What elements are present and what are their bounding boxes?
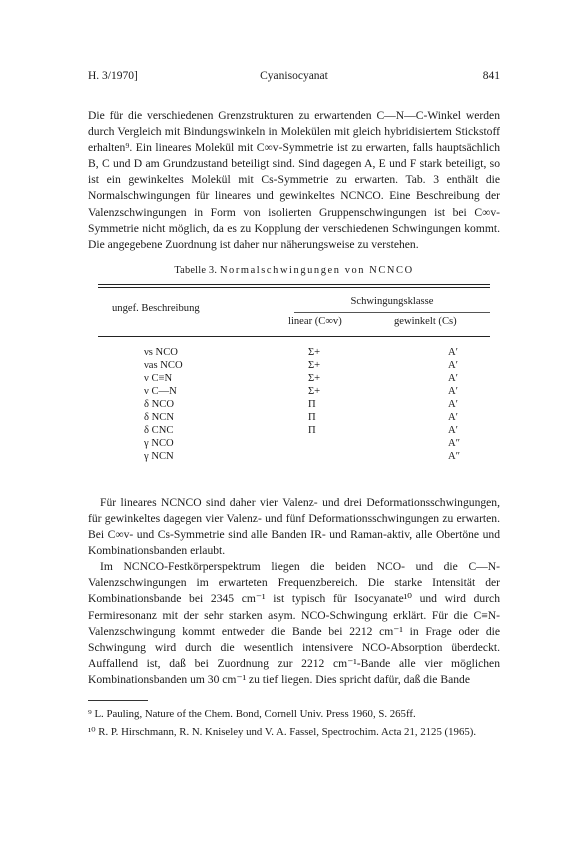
table-caption xyxy=(88,265,500,276)
row-bent: A′ xyxy=(448,385,458,397)
table-caption-prefix: Tabelle 3. xyxy=(174,264,218,276)
row-description: νas NCO xyxy=(144,359,183,371)
row-linear: Π xyxy=(308,411,316,423)
table-row xyxy=(98,412,490,424)
table-header xyxy=(98,288,490,336)
table-row xyxy=(98,347,490,359)
row-description: νs NCO xyxy=(144,346,178,358)
row-bent: A′ xyxy=(448,359,458,371)
table-row xyxy=(98,451,490,463)
page-number: 841 xyxy=(482,70,500,82)
table-row xyxy=(98,373,490,385)
row-description: γ NCO xyxy=(144,437,174,449)
row-bent: A′ xyxy=(448,411,458,423)
paragraph-2: Für lineares NCNCO sind daher vier Valenz- und drei Deformationsschwingungen, für gewinkeltes dagegen vier Valenz- und fünf Deformationsschwingungen zu erwarten. Bei C∞v- und Cs-Symmetrie sind alle Banden IR- und Raman-aktiv, alle Obertöne und Kombinationsbanden erlaubt. xyxy=(88,495,500,558)
row-description: γ NCN xyxy=(144,450,174,462)
page xyxy=(88,70,500,740)
row-linear: Σ+ xyxy=(308,385,321,397)
header-bent: gewinkelt (Cs) xyxy=(394,315,457,327)
table-row xyxy=(98,386,490,398)
running-title: Cyanisocyanat xyxy=(260,70,328,82)
running-header xyxy=(88,70,500,86)
footnote-rule xyxy=(88,700,148,701)
footnote-10: ¹⁰ R. P. Hirschmann, R. N. Kniseley und V. A. Fassel, Spectrochim. Acta 21, 2125 (1965). xyxy=(88,726,477,739)
paragraph-1: Die für die verschiedenen Grenzstrukturen zu erwartenden C—N—C-Winkel werden durch Vergleich mit Bindungswinkeln in Molekülen mit gleich hybridisiertem Stickstoff erhalten⁹. Ein lineares Molekül mit C∞v-Symmetrie ist zu erwarten, falls hauptsächlich B, C und D am Grundzustand beteiligt sind. Sind dagegen A, E und F stark beteiligt, so ist ein gewinkeltes Molekül mit Cs-Symmetrie zu erwarten. Tab. 3 enthält die Normalschwingungen für lineares und gewinkeltes NCNCO. Eine Beschreibung der Valenzschwingungen in Form von isolierten Gruppenschwingungen ist bei C∞v-Symmetrie nicht möglich, da es zu Kopplung der verschiedenen Schwingungen kommt. Die angegebene Zuordnung ist daher nur näherungsweise zu verstehen. xyxy=(88,109,500,251)
row-linear: Π xyxy=(308,424,316,436)
table-top-rule xyxy=(98,284,490,285)
paragraph-3: Im NCNCO-Festkörperspektrum liegen die beiden NCO- und die C—N-Valenzschwingungen im erwarteten Frequenzbereich. Die starke Intensität der Kombinationsbande bei 2345 cm⁻¹ ist typisch für Isocyanate¹⁰ und wird durch Fermiresonanz mit der sehr starken asym. NCO-Schwingung erklärt. Für die C≡N-Valenzschwingung kommt entweder die Bande bei 2212 cm⁻¹ in Frage oder die Schwingung wird durch die wesentlich intensivere NCO-Absorption überdeckt. Auffallend ist, daß bei Zuordnung zur 2212 cm⁻¹-Bande alle vier möglichen Kombinationsbanden um 30 cm⁻¹ zu tief liegen. Dies spricht dafür, daß die Bande xyxy=(88,560,500,686)
table-row xyxy=(98,425,490,437)
row-bent: A′ xyxy=(448,372,458,384)
row-linear: Π xyxy=(308,398,316,410)
header-description: ungef. Beschreibung xyxy=(112,302,200,314)
table-row xyxy=(98,438,490,450)
row-bent: A′ xyxy=(448,398,458,410)
header-linear: linear (C∞v) xyxy=(288,315,342,327)
row-bent: A″ xyxy=(448,437,461,449)
table-row xyxy=(98,399,490,411)
row-bent: A′ xyxy=(448,424,458,436)
row-linear: Σ+ xyxy=(308,372,321,384)
row-bent: A″ xyxy=(448,450,461,462)
row-bent: A′ xyxy=(448,346,458,358)
row-linear: Σ+ xyxy=(308,346,321,358)
table-row xyxy=(98,360,490,372)
table-caption-title: Normalschwingungen von NCNCO xyxy=(219,264,414,276)
row-description: ν C—N xyxy=(144,385,177,397)
journal-issue: H. 3/1970] xyxy=(88,70,138,82)
row-linear: Σ+ xyxy=(308,359,321,371)
row-description: δ NCO xyxy=(144,398,175,410)
row-description: ν C≡N xyxy=(144,372,173,384)
footnote-9: ⁹ L. Pauling, Nature of the Chem. Bond, Cornell Univ. Press 1960, S. 265ff. xyxy=(88,707,416,720)
table-body xyxy=(98,337,490,487)
header-vibration-class: Schwingungsklasse xyxy=(350,295,434,307)
row-description: δ CNC xyxy=(144,424,174,436)
header-group-rule xyxy=(294,312,490,313)
row-description: δ NCN xyxy=(144,411,175,423)
